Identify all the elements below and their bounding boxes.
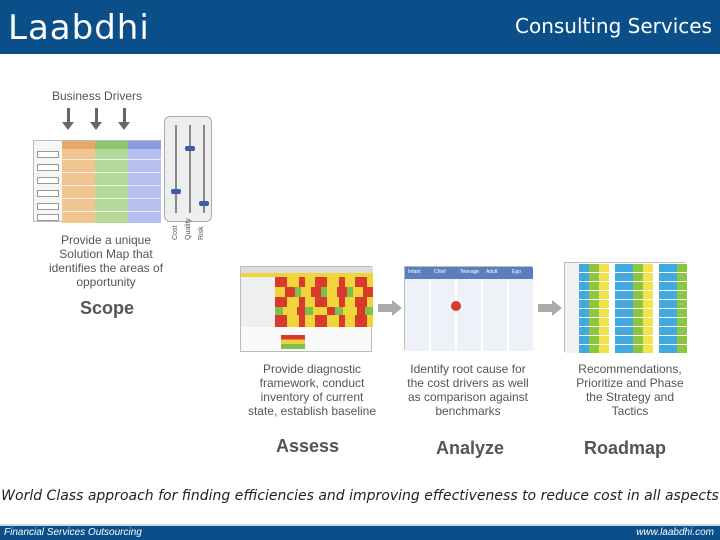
footer-website-link[interactable]: www.laabdhi.com	[636, 527, 714, 538]
driver-sliders	[164, 116, 212, 222]
slider-label-quality: Quality	[185, 218, 192, 240]
brand-title: Laabdhi	[8, 8, 150, 48]
stage-analyze: Analyze	[436, 438, 505, 458]
quality-slider-knob	[185, 146, 195, 151]
assess-caption: Provide diagnostic framework, conduct inventory of current state, establish baseline	[247, 362, 377, 418]
roadmap-grid	[564, 262, 686, 352]
analyze-matrix: Infant Chief Teenage Adult Ego	[404, 266, 532, 350]
stage-roadmap: Roadmap	[584, 438, 667, 458]
header-subtitle: Consulting Services	[515, 14, 712, 38]
assess-heatmap	[240, 266, 372, 352]
slider-label-cost: Cost	[172, 225, 179, 240]
tagline: World Class approach for finding efficiencies and improving effectiveness to reduce cost in all aspects	[1, 488, 719, 504]
slider-label-risk: Risk	[198, 226, 205, 240]
analyze-caption: Identify root cause for the cost drivers as well as comparison against benchmarks	[407, 362, 529, 418]
stage-scope: Scope	[80, 298, 135, 318]
business-drivers-title: Business Drivers	[52, 89, 143, 103]
risk-slider-knob	[199, 201, 209, 206]
scope-caption: Provide a unique Solution Map that identifies the areas of opportunity	[48, 233, 164, 289]
stage-assess: Assess	[276, 436, 340, 456]
cost-slider-knob	[171, 189, 181, 194]
footer-left-text: Financial Services Outsourcing	[4, 527, 142, 538]
title-bar	[0, 0, 720, 54]
solution-matrix	[33, 140, 161, 222]
roadmap-caption: Recommendations, Prioritize and Phase the Strategy and Tactics	[576, 362, 684, 418]
footer-bar	[0, 526, 720, 540]
